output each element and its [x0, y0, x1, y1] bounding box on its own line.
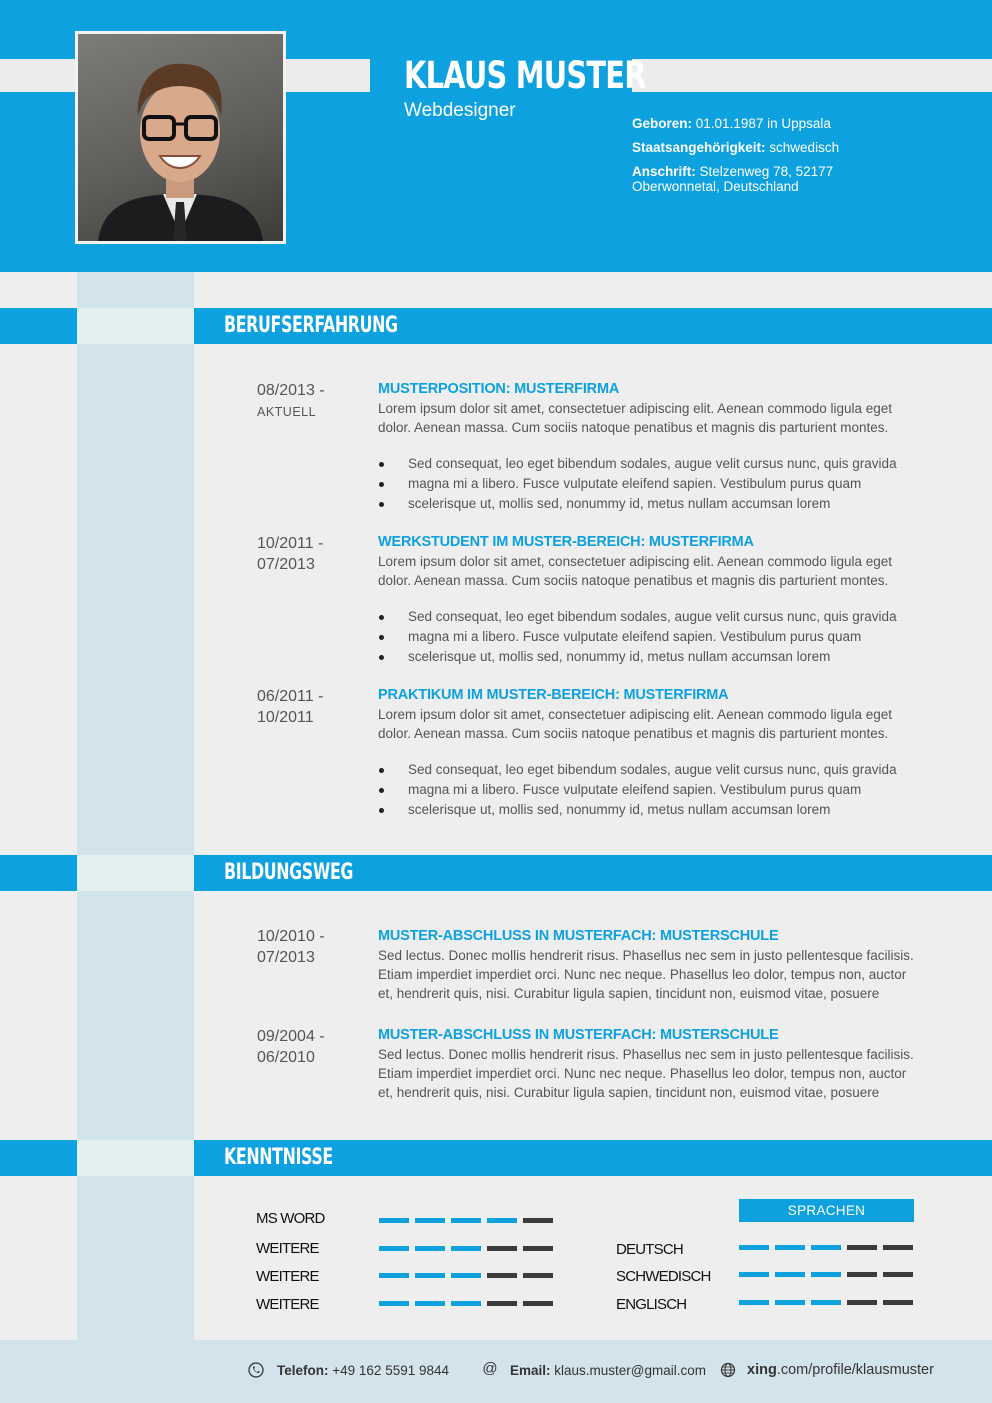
- rating-dash-empty: [883, 1272, 913, 1277]
- person-portrait-icon: [78, 34, 283, 241]
- section-bar-experience: [0, 308, 992, 344]
- rating-dash-filled: [379, 1273, 409, 1278]
- list-item: magna mi a libero. Fusce vulputate eleifend sapien. Vestibulum purus quam: [378, 780, 923, 800]
- phone-icon: [248, 1362, 264, 1378]
- rating-dash-filled: [379, 1246, 409, 1251]
- list-item: scelerisque ut, mollis sed, nonummy id, metus nullam accumsan lorem: [378, 494, 923, 514]
- entry-title: MUSTERPOSITION: MUSTERFIRMA: [378, 381, 620, 397]
- list-item: magna mi a libero. Fusce vulputate eleifend sapien. Vestibulum purus quam: [378, 627, 923, 647]
- experience-entry: [378, 533, 923, 667]
- entry-text: Sed lectus. Donec mollis hendrerit risus. Phasellus nec sem in justo pellentesque facilisis. Etiam imperdiet imperdiet orci. Nunc nec neque. Phasellus leo dolor, tempus non, auctor et, hendrerit quis, nisi. Curabitur ligula sapien, tincidunt non, euismod vitae, posuere: [378, 948, 914, 1001]
- rating-dash-filled: [811, 1300, 841, 1305]
- education-entry: [378, 927, 923, 1003]
- footer-web[interactable]: xing.com/profile/klausmuster: [747, 1362, 934, 1378]
- info-address: [632, 164, 833, 194]
- bullet-list: [378, 760, 923, 820]
- list-item: Sed consequat, leo eget bibendum sodales, augue velit cursus nunc, quis gravida: [378, 760, 923, 780]
- rating-dash-filled: [775, 1245, 805, 1250]
- skill-rating: [379, 1301, 553, 1306]
- language-name: DEUTSCH: [616, 1241, 683, 1258]
- list-item: Sed consequat, leo eget bibendum sodales, augue velit cursus nunc, quis gravida: [378, 607, 923, 627]
- entry-text: Lorem ipsum dolor sit amet, consectetuer adipiscing elit. Aenean commodo ligula eget dolor. Aenean massa. Cum sociis natoque penatibus et magnis dis parturient montes.: [378, 707, 893, 741]
- section-bar-education: [0, 855, 992, 891]
- entry-title: MUSTER-ABSCHLUSS IN MUSTERFACH: MUSTERSCHULE: [378, 928, 779, 944]
- rating-dash-filled: [739, 1300, 769, 1305]
- candidate-name: KLAUS MUSTER: [404, 54, 646, 97]
- info-label: Anschrift:: [632, 164, 696, 179]
- rating-dash-filled: [739, 1245, 769, 1250]
- list-item: Sed consequat, leo eget bibendum sodales, augue velit cursus nunc, quis gravida: [378, 454, 923, 474]
- section-title: BILDUNGSWEG: [224, 860, 354, 885]
- rating-dash-empty: [523, 1301, 553, 1306]
- entry-text: Sed lectus. Donec mollis hendrerit risus. Phasellus nec sem in justo pellentesque facilisis. Etiam imperdiet imperdiet orci. Nunc nec neque. Phasellus leo dolor, tempus non, auctor et, hendrerit quis, nisi. Curabitur ligula sapien, tincidunt non, euismod vitae, posuere: [378, 1047, 914, 1100]
- skill-name: WEITERE: [256, 1268, 319, 1285]
- info-value: schwedisch: [769, 140, 840, 155]
- rating-dash-empty: [523, 1273, 553, 1278]
- info-value: 01.01.1987 in Uppsala: [695, 116, 831, 131]
- skill-name: WEITERE: [256, 1296, 319, 1313]
- rating-dash-filled: [811, 1245, 841, 1250]
- info-value: Stelzenweg 78, 52177: [699, 164, 834, 179]
- rating-dash-filled: [811, 1272, 841, 1277]
- list-item: scelerisque ut, mollis sed, nonummy id, metus nullam accumsan lorem: [378, 800, 923, 820]
- info-label: Staatsangehörigkeit:: [632, 140, 766, 155]
- info-value-line2: Oberwonnetal, Deutschland: [632, 179, 799, 194]
- rating-dash-empty: [883, 1245, 913, 1250]
- footer-email[interactable]: Email: klaus.muster@gmail.com: [510, 1363, 707, 1378]
- date-range: 09/2004 - 06/2010: [257, 1028, 325, 1066]
- rating-dash-filled: [775, 1300, 805, 1305]
- bullet-list: [378, 454, 923, 514]
- rating-dash-filled: [451, 1273, 481, 1278]
- rating-dash-filled: [415, 1246, 445, 1251]
- bullet-list: [378, 607, 923, 667]
- list-item: scelerisque ut, mollis sed, nonummy id, metus nullam accumsan lorem: [378, 647, 923, 667]
- section-title: KENNTNISSE: [224, 1145, 333, 1170]
- skill-name: WEITERE: [256, 1240, 319, 1257]
- rating-dash-empty: [523, 1218, 553, 1223]
- date-range: 10/2011 - 07/2013: [257, 535, 324, 573]
- skill-rating: [379, 1246, 553, 1251]
- rating-dash-filled: [415, 1301, 445, 1306]
- education-entry: [378, 1026, 923, 1102]
- rating-dash-filled: [487, 1218, 517, 1223]
- languages-heading: SPRACHEN: [739, 1199, 914, 1222]
- job-title: Webdesigner: [404, 100, 516, 121]
- list-item: magna mi a libero. Fusce vulputate eleifend sapien. Vestibulum purus quam: [378, 474, 923, 494]
- profile-photo: [75, 31, 286, 244]
- rating-dash-empty: [487, 1301, 517, 1306]
- rating-dash-empty: [883, 1300, 913, 1305]
- date-range: 06/2011 - 10/2011: [257, 688, 324, 726]
- language-rating: [739, 1300, 913, 1305]
- header-stripe-right: [632, 59, 992, 92]
- language-name: SCHWEDISCH: [616, 1268, 711, 1285]
- section-title: BERUFSERFAHRUNG: [224, 313, 398, 338]
- skill-name: MS WORD: [256, 1210, 325, 1227]
- entry-text: Lorem ipsum dolor sit amet, consectetuer adipiscing elit. Aenean commodo ligula eget dolor. Aenean massa. Cum sociis natoque penatibus et magnis dis parturient montes.: [378, 401, 893, 435]
- entry-text: Lorem ipsum dolor sit amet, consectetuer adipiscing elit. Aenean commodo ligula eget dolor. Aenean massa. Cum sociis natoque penatibus et magnis dis parturient montes.: [378, 554, 893, 588]
- rating-dash-filled: [379, 1218, 409, 1223]
- globe-icon: [720, 1362, 736, 1378]
- info-nationality: [632, 140, 839, 155]
- rating-dash-filled: [451, 1246, 481, 1251]
- date-range: 10/2010 - 07/2013: [257, 928, 325, 966]
- date-range: 08/2013 - AKTUELL: [257, 382, 325, 419]
- rating-dash-filled: [451, 1218, 481, 1223]
- entry-title: PRAKTIKUM IM MUSTER-BEREICH: MUSTERFIRMA: [378, 687, 729, 703]
- rating-dash-filled: [775, 1272, 805, 1277]
- rating-dash-filled: [451, 1301, 481, 1306]
- rating-dash-empty: [847, 1300, 877, 1305]
- at-icon: @: [482, 1360, 498, 1377]
- language-rating: [739, 1272, 913, 1277]
- skill-rating: [379, 1273, 553, 1278]
- rating-dash-empty: [487, 1273, 517, 1278]
- experience-entry: [378, 686, 923, 820]
- info-label: Geboren:: [632, 116, 693, 131]
- sidebar-column: [77, 272, 194, 1340]
- rating-dash-empty: [847, 1245, 877, 1250]
- rating-dash-empty: [847, 1272, 877, 1277]
- section-bar-skills: [0, 1140, 992, 1176]
- rating-dash-filled: [415, 1273, 445, 1278]
- rating-dash-empty: [523, 1246, 553, 1251]
- language-rating: [739, 1245, 913, 1250]
- rating-dash-filled: [415, 1218, 445, 1223]
- rating-dash-filled: [379, 1301, 409, 1306]
- skill-rating: [379, 1218, 553, 1223]
- experience-entry: [378, 380, 923, 514]
- entry-title: MUSTER-ABSCHLUSS IN MUSTERFACH: MUSTERSCHULE: [378, 1027, 779, 1043]
- rating-dash-filled: [739, 1272, 769, 1277]
- footer-phone[interactable]: Telefon: +49 162 5591 9844: [277, 1363, 450, 1378]
- language-name: ENGLISCH: [616, 1296, 687, 1313]
- info-birth: [632, 116, 831, 131]
- entry-title: WERKSTUDENT IM MUSTER-BEREICH: MUSTERFIRMA: [378, 534, 754, 550]
- rating-dash-empty: [487, 1246, 517, 1251]
